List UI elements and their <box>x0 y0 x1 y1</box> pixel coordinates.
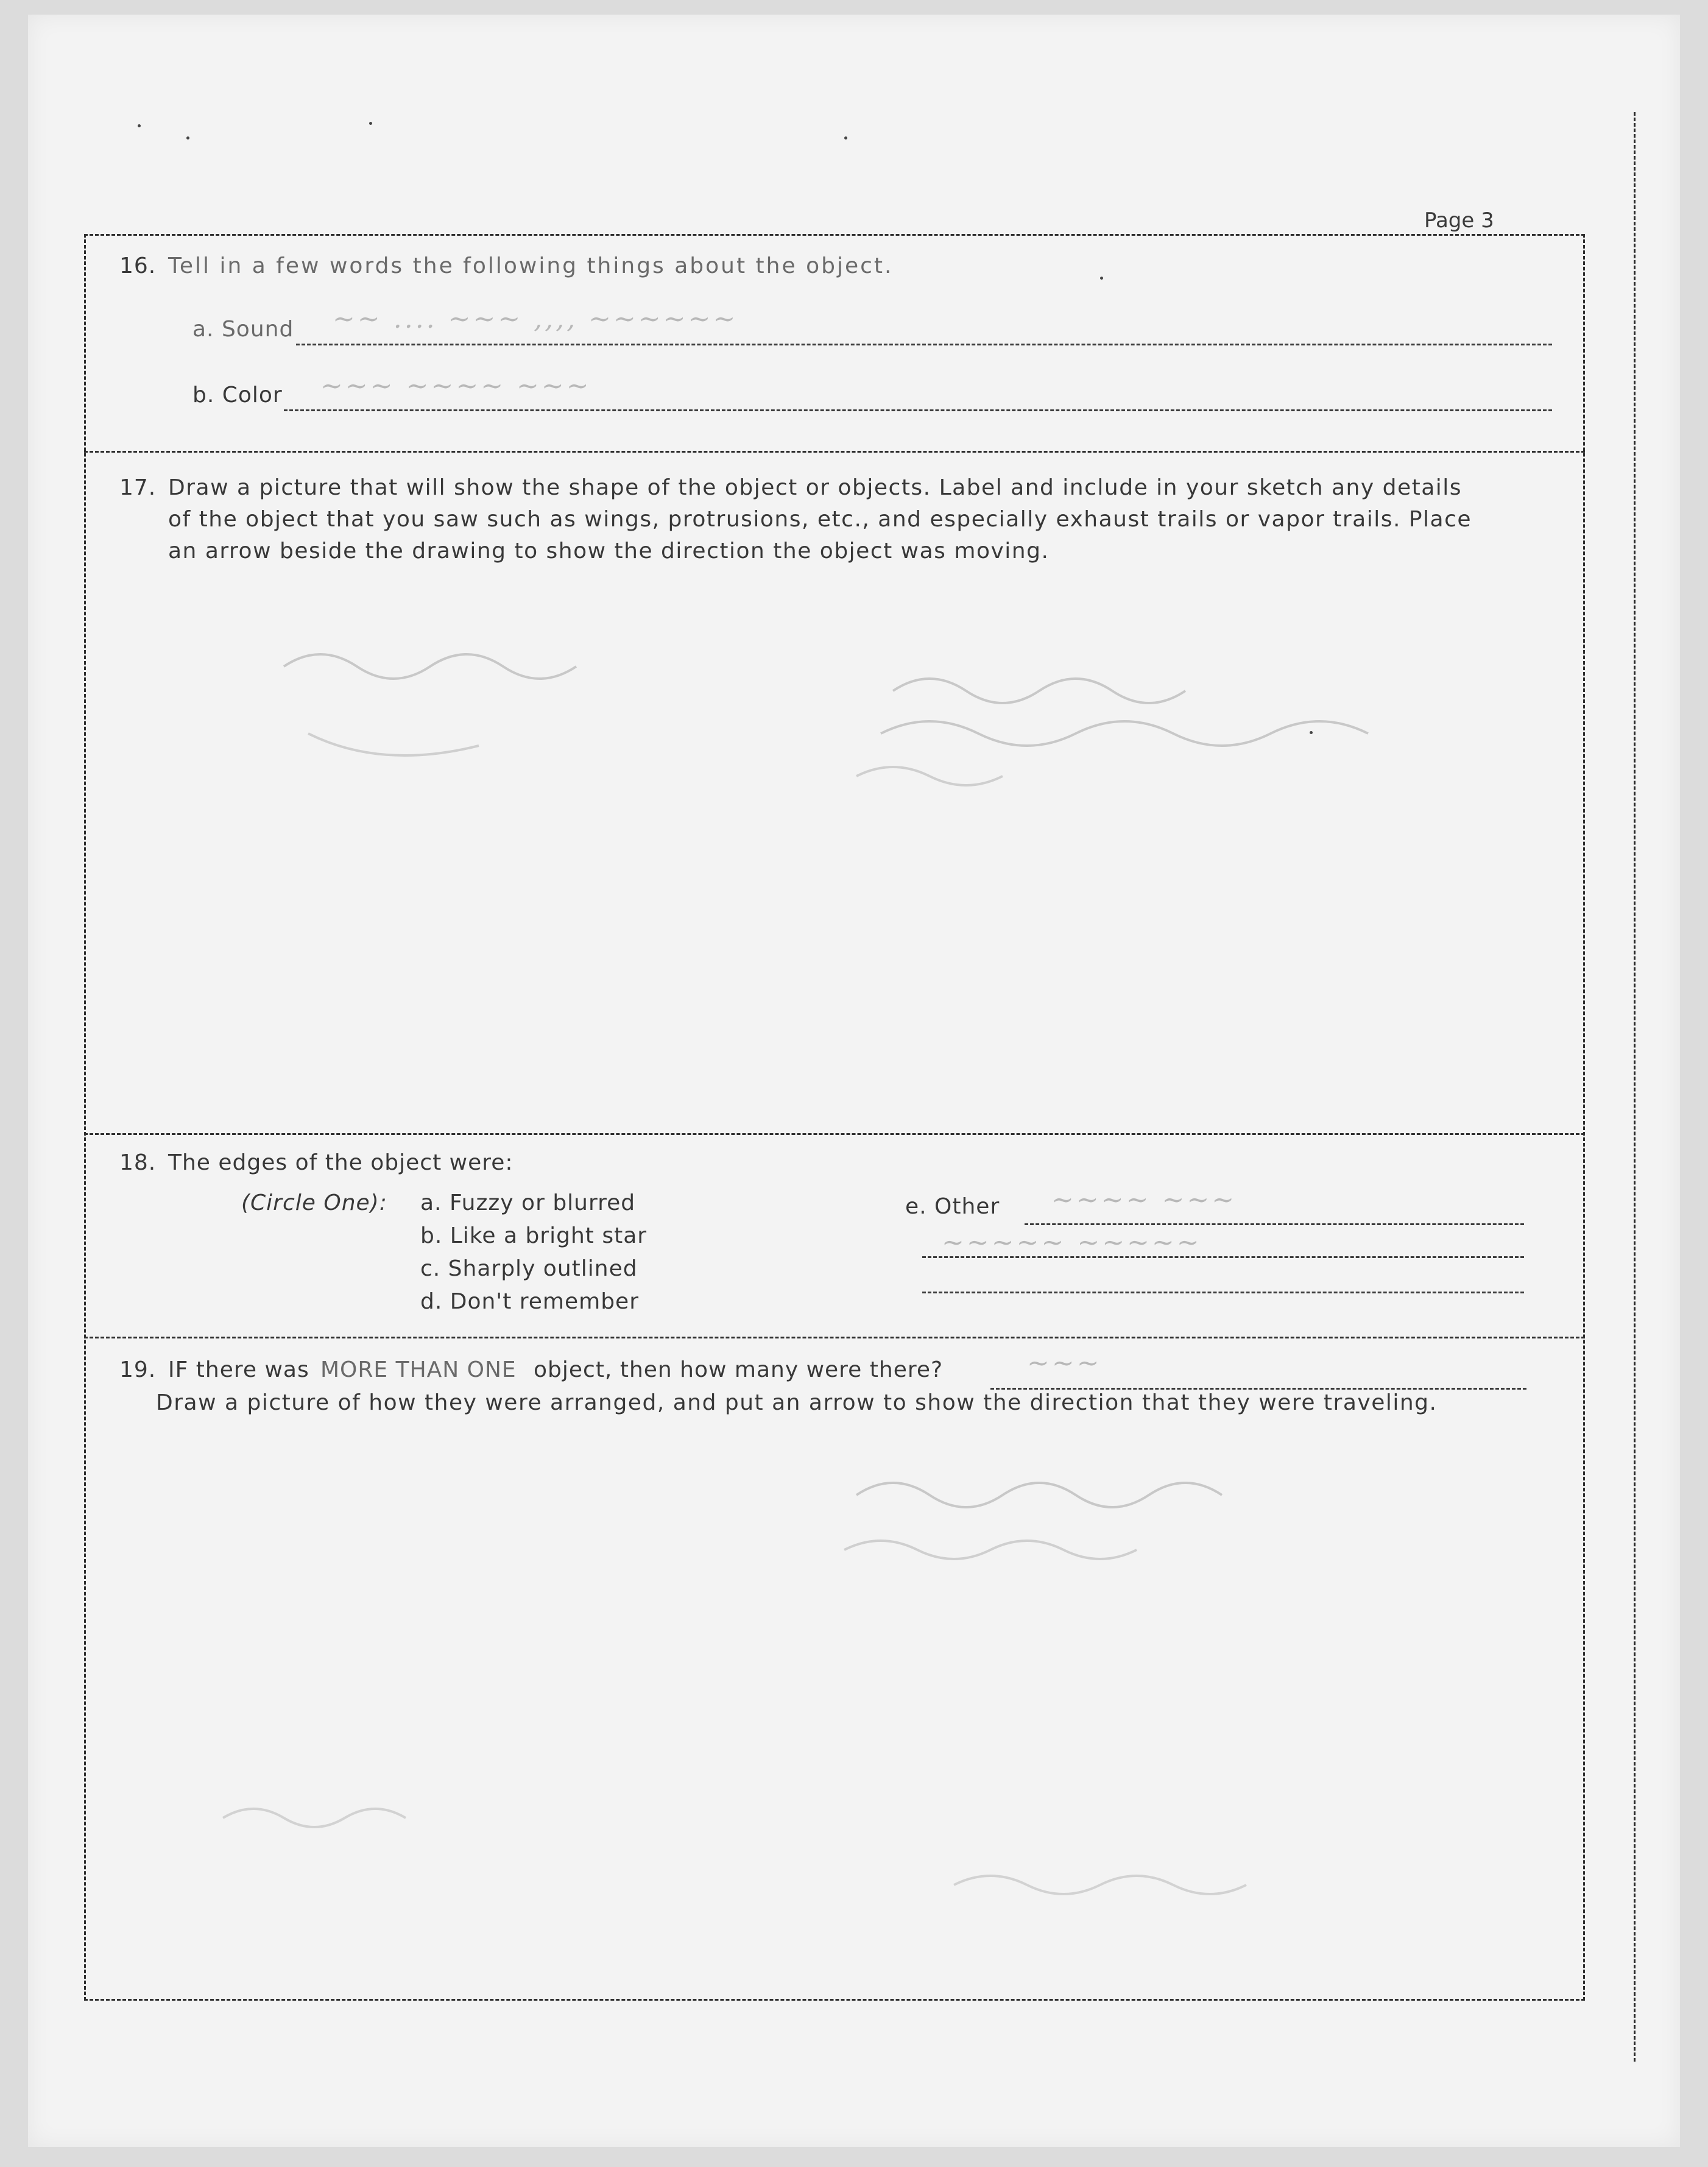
q18-option-b[interactable]: b. Like a bright star <box>420 1223 648 1248</box>
sound-handwriting: ~~ .... ~~~ ,,,, ~~~~~~ <box>333 303 738 334</box>
q19-line1-a: IF there was <box>168 1357 309 1382</box>
q16-sound-label: a. Sound <box>192 317 294 342</box>
other-handwriting-2: ~~~~~ ~~~~~ <box>942 1227 1202 1258</box>
q17-line1: Draw a picture that will show the shape of the object or objects. Label and include in your sketch any details <box>168 475 1463 500</box>
other-handwriting: ~~~~ ~~~ <box>1051 1184 1237 1215</box>
q19-line1-c: object, then how many were there? <box>534 1357 944 1382</box>
q18-option-a[interactable]: a. Fuzzy or blurred <box>420 1190 636 1215</box>
other-answer-line-3[interactable] <box>922 1292 1524 1293</box>
divider-17-18 <box>84 1133 1585 1135</box>
q18-option-c[interactable]: c. Sharply outlined <box>420 1256 638 1281</box>
q19-number: 19. <box>119 1357 157 1382</box>
q17-line2: of the object that you saw such as wings, protrusions, etc., and especially exhaust trails or vapor trails. Place <box>168 507 1472 532</box>
count-answer-line[interactable] <box>990 1388 1526 1390</box>
divider-16-17 <box>84 451 1585 453</box>
sound-answer-line[interactable] <box>296 344 1552 345</box>
q19-faint-sketch <box>101 1422 1563 1982</box>
q17-number: 17. <box>119 475 157 500</box>
color-answer-line[interactable] <box>284 409 1552 411</box>
speck <box>186 136 189 140</box>
divider-18-19 <box>84 1337 1585 1338</box>
q18-option-e-label: e. Other <box>905 1194 1000 1219</box>
q19-line1-b: MORE THAN ONE <box>320 1357 517 1382</box>
document-page <box>28 15 1680 2147</box>
color-handwriting: ~~~ ~~~~ ~~~ <box>320 370 591 401</box>
speck <box>369 122 372 125</box>
speck <box>138 124 141 127</box>
q18-circle-one: (Circle One): <box>241 1190 387 1215</box>
q18-prompt: The edges of the object were: <box>168 1150 513 1175</box>
speck <box>1310 731 1313 734</box>
q17-line3: an arrow beside the drawing to show the direction the object was moving. <box>168 539 1050 564</box>
page-number: Page 3 <box>1424 208 1494 233</box>
q16-number: 16. <box>119 253 157 278</box>
count-handwriting: ~~~ <box>1027 1348 1102 1379</box>
q16-color-label: b. Color <box>192 383 283 408</box>
q18-option-d[interactable]: d. Don't remember <box>420 1289 639 1314</box>
page-edge <box>1634 112 1638 2062</box>
q17-sketch-area[interactable] <box>101 575 1563 1123</box>
speck <box>844 136 847 140</box>
speck <box>1100 277 1103 280</box>
q17-faint-sketch <box>101 575 1563 1123</box>
q19-sketch-area[interactable] <box>101 1422 1563 1982</box>
q18-number: 18. <box>119 1150 157 1175</box>
q19-line2: Draw a picture of how they were arranged, and put an arrow to show the direction that they were traveling. <box>156 1390 1438 1415</box>
other-answer-line-1[interactable] <box>1025 1223 1524 1225</box>
q16-prompt: Tell in a few words the following things about the object. <box>168 253 894 278</box>
